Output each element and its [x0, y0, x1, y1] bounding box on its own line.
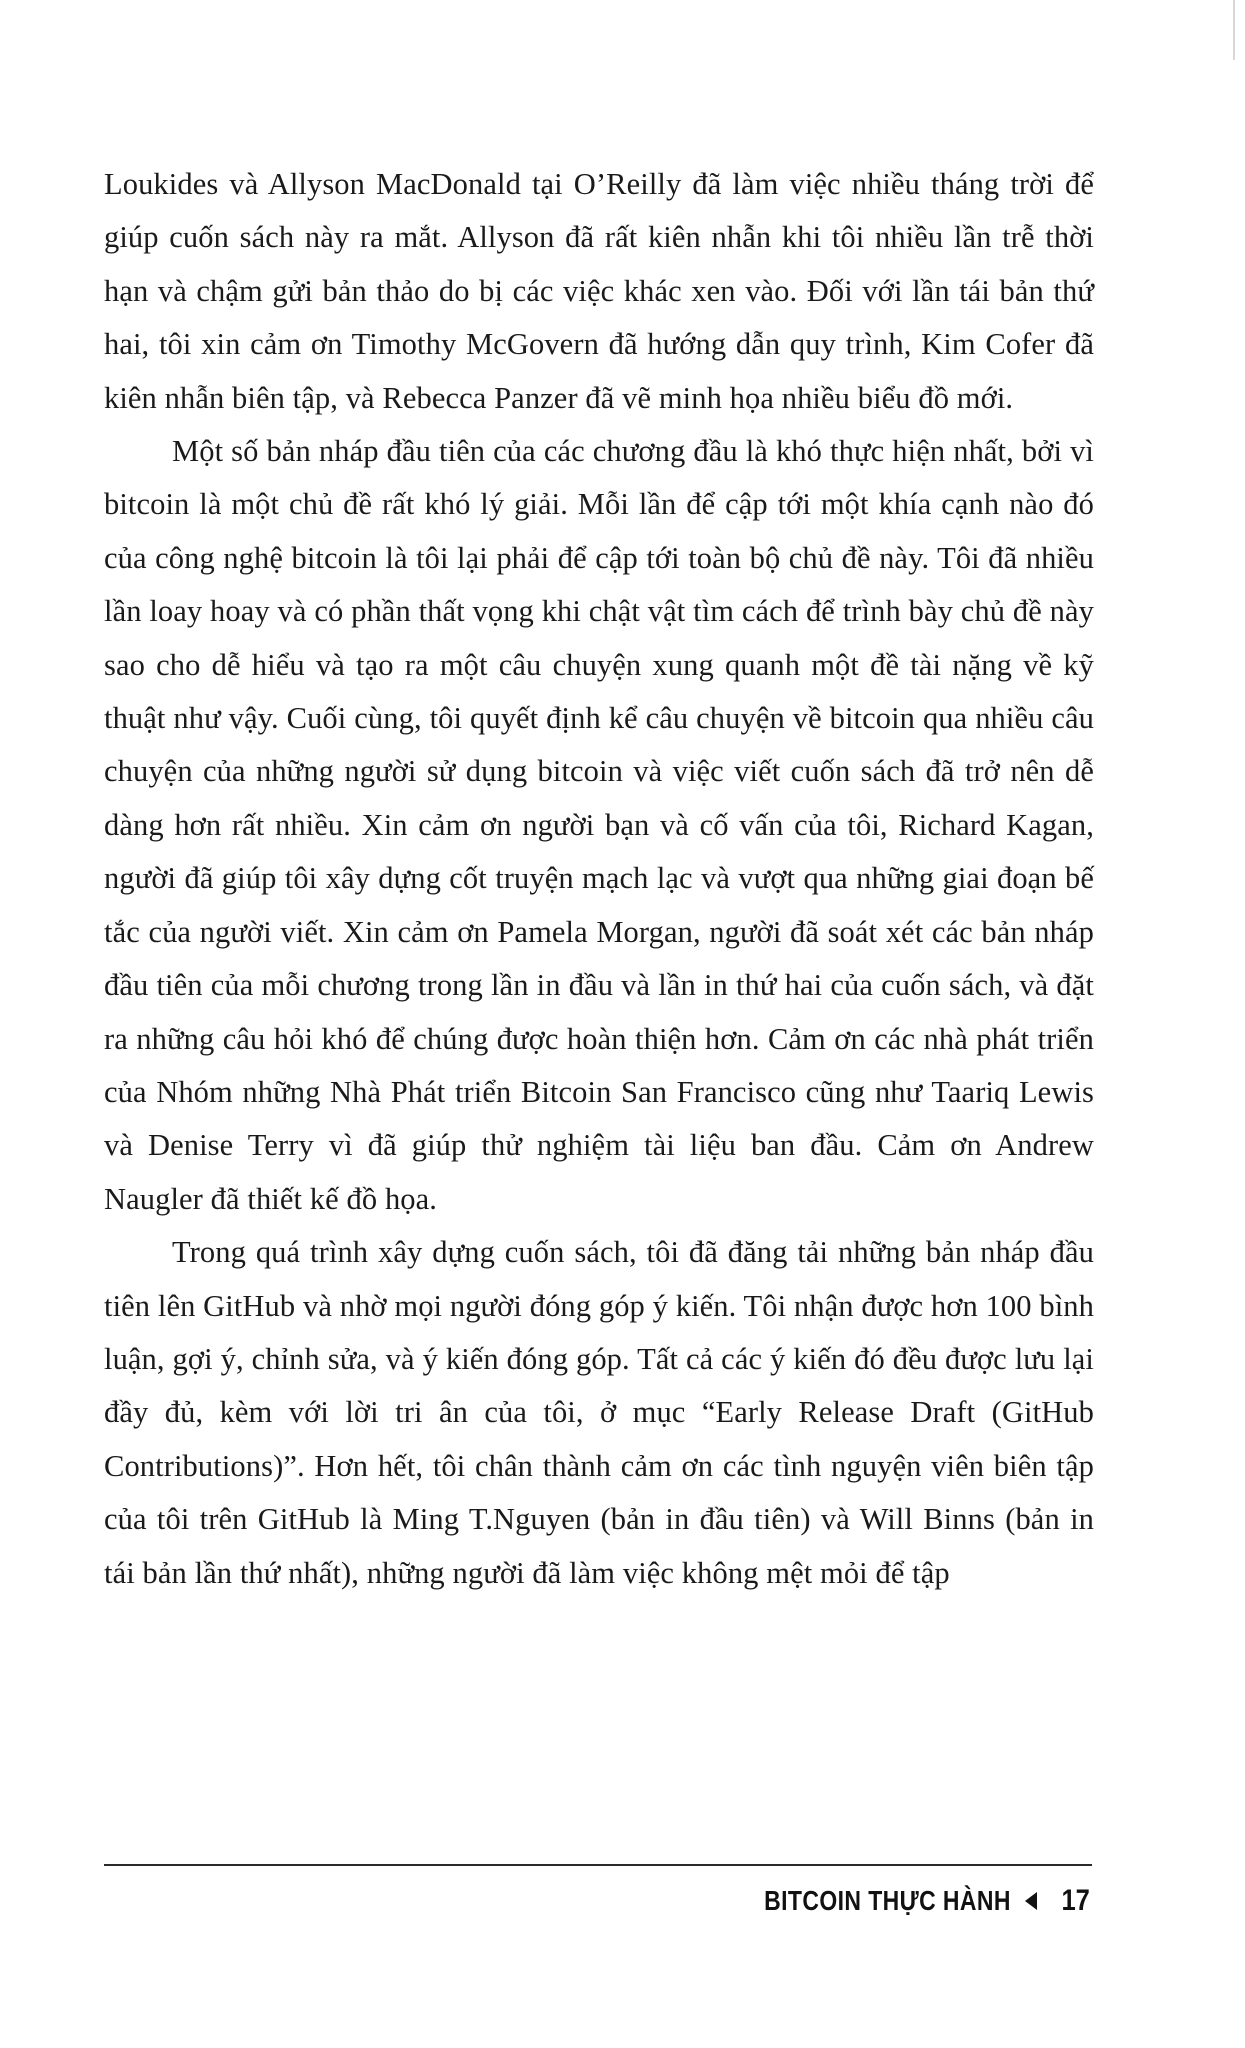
body-text [104, 158, 1094, 1600]
paragraph-continued: Loukides và Allyson MacDonald tại O’Reilly đã làm việc nhiều tháng trời để giúp cuốn sách này ra mắt. Allyson đã rất kiên nhẫn khi tôi nhiều lần trễ thời hạn và chậm gửi bản thảo do bị các việc khác xen vào. Đối với lần tái bản thứ hai, tôi xin cảm ơn Timothy McGovern đã hướng dẫn quy trình, Kim Cofer đã kiên nhẫn biên tập, và Rebecca Panzer đã vẽ minh họa nhiều biểu đồ mới. [104, 167, 1094, 415]
paragraph: Trong quá trình xây dựng cuốn sách, tôi đã đăng tải những bản nháp đầu tiên lên GitHub và nhờ mọi người đóng góp ý kiến. Tôi nhận được hơn 100 bình luận, gợi ý, chỉnh sửa, và ý kiến đóng góp. Tất cả các ý kiến đó đều được lưu lại đầy đủ, kèm với lời tri ân của tôi, ở mục “Early Release Draft (GitHub Contributions)”. Hơn hết, tôi chân thành cảm ơn các tình nguyện viên biên tập của tôi trên GitHub là Ming T.Nguyen (bản in đầu tiên) và Will Binns (bản in tái bản lần thứ nhất), những người đã làm việc không mệt mỏi để tập [104, 1235, 1094, 1590]
page-number: 17 [1061, 1884, 1090, 1917]
page-edge-shadow [1233, 0, 1235, 60]
paragraph: Một số bản nháp đầu tiên của các chương đầu là khó thực hiện nhất, bởi vì bitcoin là một chủ đề rất khó lý giải. Mỗi lần để cập tới một khía cạnh nào đó của công nghệ bitcoin là tôi lại phải để cập tới toàn bộ chủ đề này. Tôi đã nhiều lần loay hoay và có phần thất vọng khi chật vật tìm cách để trình bày chủ đề này sao cho dễ hiểu và tạo ra một câu chuyện xung quanh một đề tài nặng về kỹ thuật như vậy. Cuối cùng, tôi quyết định kể câu chuyện về bitcoin qua nhiều câu chuyện của những người sử dụng bitcoin và việc viết cuốn sách đã trở nên dễ dàng hơn rất nhiều. Xin cảm ơn người bạn và cố vấn của tôi, Richard Kagan, người đã giúp tôi xây dựng cốt truyện mạch lạc và vượt qua những giai đoạn bế tắc của người viết. Xin cảm ơn Pamela Morgan, người đã soát xét các bản nháp đầu tiên của mỗi chương trong lần in đầu và lần in thứ hai của cuốn sách, và đặt ra những câu hỏi khó để chúng được hoàn thiện hơn. Cảm ơn các nhà phát triển của Nhóm những Nhà Phát triển Bitcoin San Francisco cũng như Taariq Lewis và Denise Terry vì đã giúp thử nghiệm tài liệu ban đầu. Cảm ơn Andrew Naugler đã thiết kế đồ họa. [104, 434, 1094, 1216]
running-footer-title: BITCOIN THỰC HÀNH [763, 1885, 1011, 1916]
running-footer [710, 1884, 1092, 1918]
left-triangle-icon [1025, 1892, 1037, 1910]
footer-divider [104, 1864, 1092, 1866]
